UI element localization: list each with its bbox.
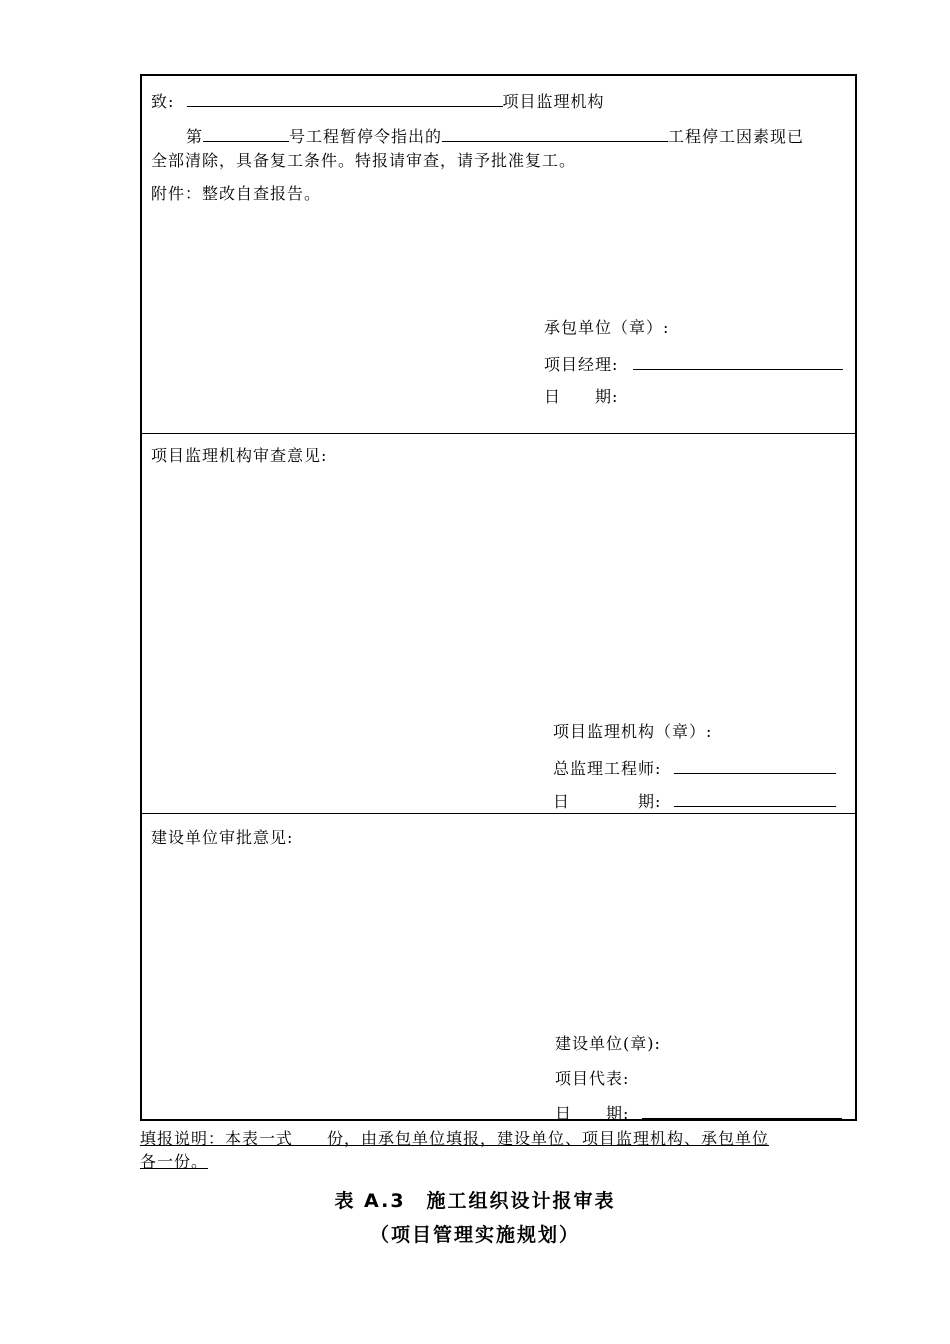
owner-seal-label: 建设单位(章): (555, 1034, 661, 1053)
note-line-2: 各一份。 (140, 1152, 209, 1171)
manager-line (544, 353, 843, 375)
resumption-form-table (140, 74, 857, 1121)
owner-date-blank[interactable] (642, 1102, 842, 1119)
order-line (186, 125, 804, 147)
owner-rep-label: 项目代表: (555, 1069, 630, 1088)
owner-approval-section (142, 814, 855, 1123)
order-prefix: 第 (186, 127, 204, 146)
engineer-line (553, 757, 836, 779)
to-prefix: 致: (151, 92, 175, 111)
engineer-label: 总监理工程师: (553, 759, 662, 778)
manager-label: 项目经理: (544, 355, 619, 374)
owner-heading: 建设单位审批意见: (151, 828, 294, 847)
form-subtitle: （项目管理实施规划） (369, 1224, 580, 1246)
form-title: 表 A.3 施工组织设计报审表 (334, 1190, 616, 1212)
supervision-date-line (553, 790, 836, 812)
manager-blank[interactable] (633, 353, 843, 370)
owner-date-label: 日 期: (555, 1104, 630, 1123)
supervision-date-blank[interactable] (674, 790, 836, 807)
to-suffix: 项目监理机构 (502, 92, 605, 111)
attachment-line: 附件：整改自查报告。 (151, 184, 322, 203)
order-suffix: 工程停工因素现已 (668, 127, 805, 146)
application-section (142, 76, 855, 434)
addressee-line (151, 90, 605, 112)
engineer-blank[interactable] (674, 757, 836, 774)
addressee-blank[interactable] (187, 90, 503, 107)
order-number-blank[interactable] (203, 125, 289, 142)
order-mid: 号工程暂停令指出的 (289, 127, 443, 146)
supervision-seal-label: 项目监理机构（章）: (553, 722, 713, 741)
project-name-blank[interactable] (442, 125, 668, 142)
contractor-date-label: 日 期: (544, 387, 619, 406)
supervision-date-label: 日 期: (553, 792, 662, 811)
supervision-heading: 项目监理机构审查意见: (151, 446, 328, 465)
note-line-1: 填报说明：本表一式 份，由承包单位填报，建设单位、项目监理机构、承包单位 (140, 1129, 770, 1148)
supervision-review-section (142, 434, 855, 814)
statement-line: 全部清除，具备复工条件。特报请审查，请予批准复工。 (151, 151, 577, 170)
contractor-seal-label: 承包单位（章）: (544, 318, 670, 337)
filling-instructions (140, 1127, 860, 1173)
owner-date-line (555, 1102, 842, 1124)
